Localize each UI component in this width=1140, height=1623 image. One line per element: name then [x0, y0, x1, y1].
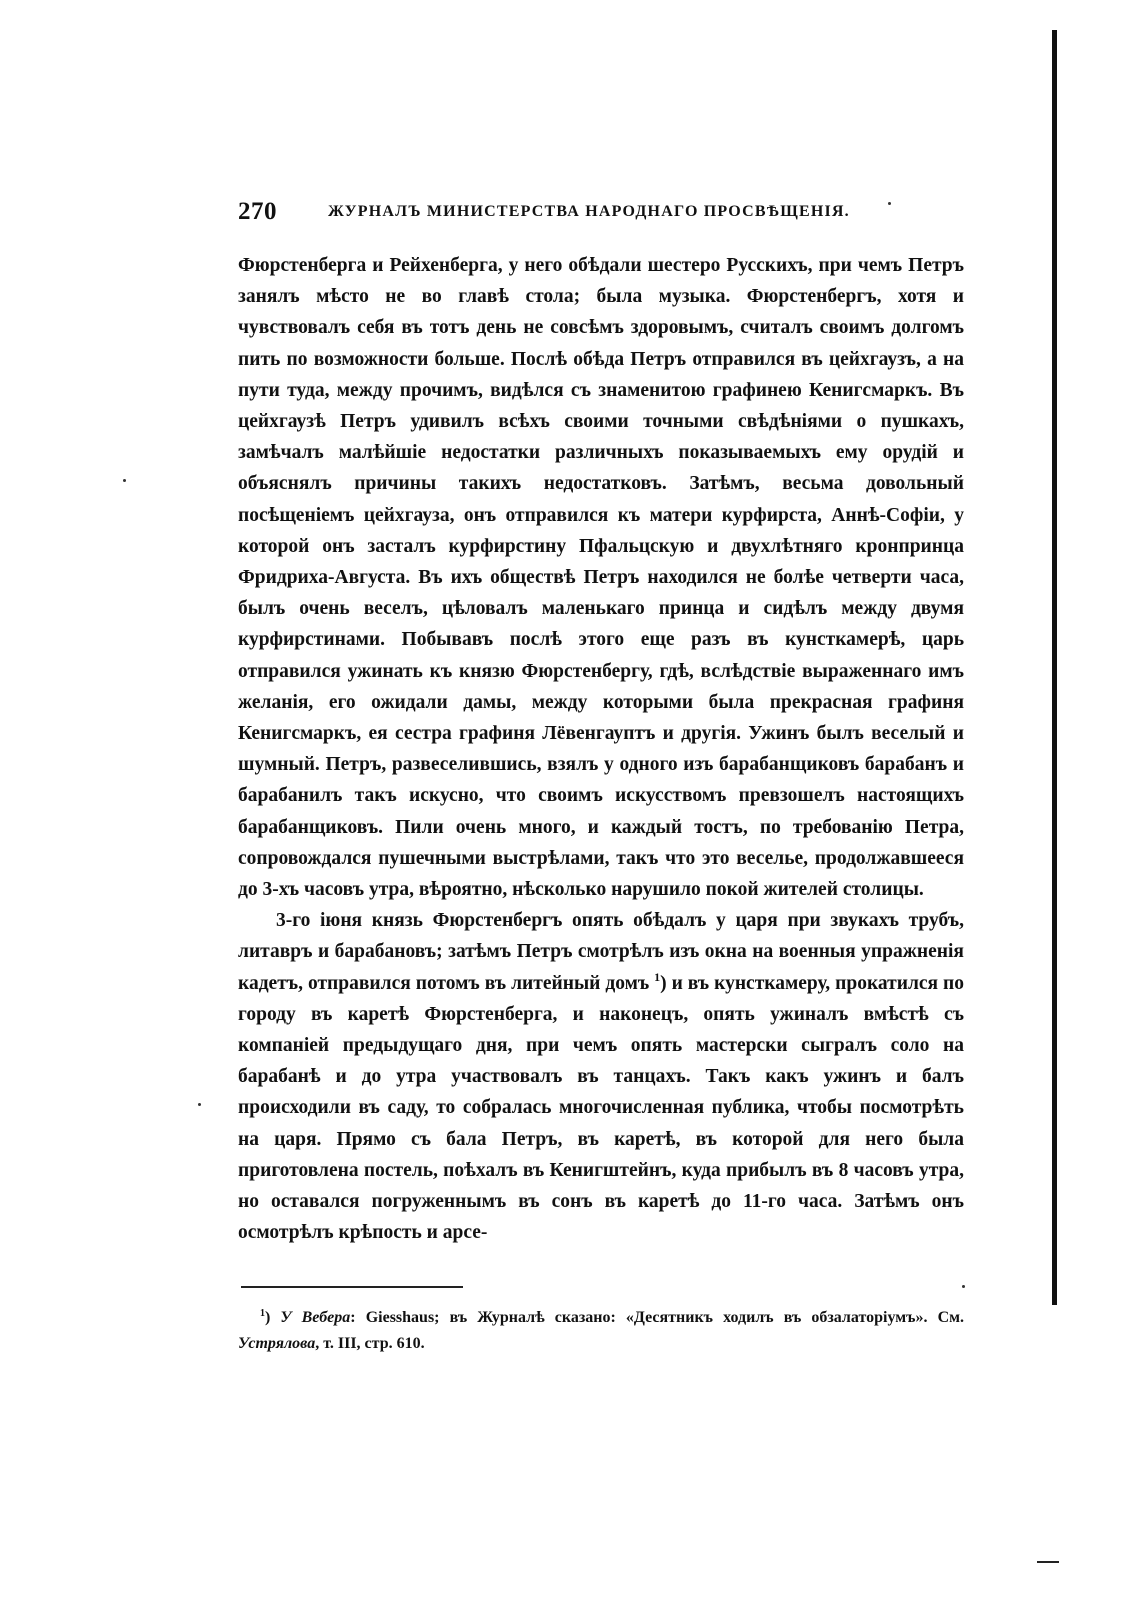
- footnote-author-weber: У Вебера: [280, 1309, 351, 1326]
- scan-speck: [962, 1285, 965, 1288]
- footnote-text-1: : Giesshaus; въ Журналѣ сказано: «Десятникъ ходилъ въ обзалаторіумъ». См.: [350, 1309, 965, 1326]
- footnote-reference: 1: [654, 969, 661, 984]
- scan-speck: [198, 1103, 201, 1106]
- journal-title: ЖУРНАЛЪ МИНИСТЕРСТВА НАРОДНАГО ПРОСВѢЩЕНІЯ.: [328, 203, 850, 220]
- footnote-author-ustryalov: Устрялова: [238, 1335, 316, 1352]
- paragraph-1: Фюрстенберга и Рейхенберга, у него обѣдали шестеро Русскихъ, при чемъ Петръ занялъ мѣсто не во главѣ стола; была музыка. Фюрстенбергъ, хотя и чувствовалъ себя въ тотъ день не совсѣмъ здоровымъ, считалъ своимъ долгомъ пить по возможности больше. Послѣ обѣда Петръ отправился въ цейхгаузъ, а на пути туда, между прочимъ, видѣлся съ знаменитою графинею Кенигсмаркъ. Въ цейхгаузѣ Петръ удивилъ всѣхъ своими точными свѣдѣніями о пушкахъ, замѣчалъ малѣйшіе недостатки различныхъ показываемыхъ ему орудій и объяснялъ причины такихъ недостатковъ. Затѣмъ, весьма довольный посѣщеніемъ цейхгауза, онъ отправился къ матери курфирста, Аннѣ-Софіи, у которой онъ засталъ курфирстину Пфальцскую и двухлѣтняго кронпринца Фридриха-Августа. Въ ихъ обществѣ Петръ находился не болѣе четверти часа, былъ очень веселъ, цѣловалъ маленькаго принца и сидѣлъ между двумя курфирстинами. Побывавъ послѣ этого еще разъ въ кунсткамерѣ, царь отправился ужинать къ князю Фюрстенбергу, гдѣ, вслѣдствіе выраженнаго имъ желанія, его ожидали дамы, между которыми была прекрасная графиня Кенигсмаркъ, ея сестра графиня Лёвенгауптъ и другія. Ужинъ былъ веселый и шумный. Петръ, развеселившись, взялъ у одного изъ барабанщиковъ барабанъ и барабанилъ такъ искусно, что своимъ искусствомъ превзошелъ настоящихъ барабанщиковъ. Пили очень много, и каждый тостъ, по требованію Петра, сопровождался пушечными выстрѣлами, такъ что это веселье, продолжавшееся до 3-хъ часовъ утра, вѣроятно, нѣсколько нарушило покой жителей столицы.: [238, 255, 964, 901]
- footnote-marker-close: ): [265, 1309, 271, 1326]
- scan-edge-mark: [1037, 1561, 1059, 1563]
- footnote-text-2: , т. III, стр. 610.: [315, 1335, 425, 1352]
- footnote-marker: 1: [260, 1308, 265, 1319]
- paragraph-2-rest: ) и въ кунсткамеру, прокатился по городу въ каретѣ Фюрстенберга, и наконецъ, опять ужиналъ вмѣстѣ съ компаніей предыдущаго дня, при чемъ опять мастерски сыгралъ соло на барабанѣ и до утра участвовалъ въ танцахъ. Такъ какъ ужинъ и балъ происходили въ саду, то собралась многочисленная публика, чтобы посмотрѣть на царя. Прямо съ бала Петръ, въ каретѣ, въ которой для него была приготовлена постель, поѣхалъ въ Кенигштейнъ, куда прибылъ въ 8 часовъ утра, но оставался погруженнымъ въ сонъ въ каретѣ до 11-го часа. Затѣмъ онъ осмотрѣлъ крѣпость и арсе-: [238, 972, 965, 1244]
- scan-speck: [123, 479, 126, 482]
- page-number: 270: [238, 198, 277, 225]
- paragraph-2: [238, 905, 964, 1248]
- body-text: [238, 250, 964, 1249]
- footnote: [238, 1305, 964, 1357]
- running-head: [238, 198, 978, 228]
- paragraph-2-start: 3-го іюня князь Фюрстенбергъ опять обѣдалъ у царя при звукахъ трубъ, литавръ и барабановъ; затѣмъ Петръ смотрѣлъ изъ окна на военныя упражненія кадетъ, отправился потомъ въ литейный домъ: [238, 910, 964, 994]
- footnote-divider: [241, 1286, 463, 1288]
- scan-edge-line: [1052, 30, 1057, 1305]
